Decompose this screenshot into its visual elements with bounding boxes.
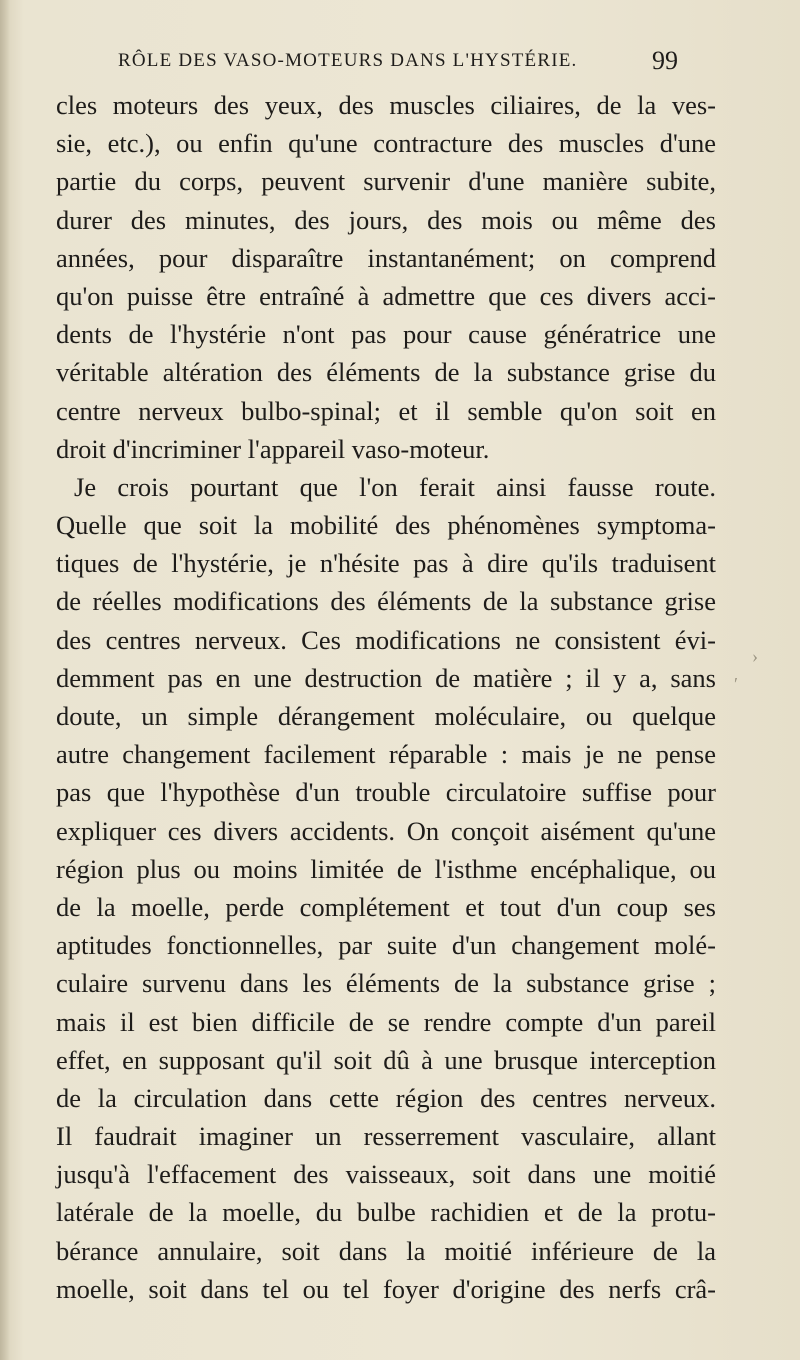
text-line: pas que l'hypothèse d'un trouble circulatoire suffise pour: [56, 777, 716, 808]
text-line: partie du corps, peuvent survenir d'une manière subite,: [56, 166, 716, 197]
margin-mark: ′: [734, 674, 738, 694]
text-line: centre nerveux bulbo-spinal; et il semble qu'on soit en: [56, 395, 716, 426]
margin-mark: ›: [752, 646, 758, 666]
text-line: des centres nerveux. Ces modifications ne consistent évi-: [56, 624, 716, 655]
text-line: région plus ou moins limitée de l'isthme encéphalique, ou: [56, 853, 716, 884]
text-line: expliquer ces divers accidents. On conçoit aisément qu'une: [56, 815, 716, 846]
text-line: cles moteurs des yeux, des muscles ciliaires, de la ves-: [56, 90, 716, 120]
text-line: latérale de la moelle, du bulbe rachidien et de la protu-: [56, 1197, 716, 1228]
text-line: dents de l'hystérie n'ont pas pour cause génératrice une: [56, 319, 716, 350]
text-line: culaire survenu dans les éléments de la substance grise ;: [56, 968, 716, 999]
text-line: mais il est bien difficile de se rendre compte d'un pareil: [56, 1006, 716, 1037]
text-line: de réelles modifications des éléments de la substance grise: [56, 586, 716, 617]
text-line: droit d'incriminer l'appareil vaso-moteur.: [56, 433, 490, 464]
page-gutter-shadow: [0, 0, 10, 1360]
text-line: moelle, soit dans tel ou tel foyer d'origine des nerfs crâ-: [56, 1273, 716, 1304]
page-header: [118, 46, 678, 80]
text-line: autre changement facilement réparable : mais je ne pense: [56, 739, 716, 770]
text-line: Quelle que soit la mobilité des phénomènes symptoma-: [56, 510, 716, 541]
text-line: doute, un simple dérangement moléculaire, ou quelque: [56, 701, 716, 731]
text-line: demment pas en une destruction de matière ; il y a, sans: [56, 662, 716, 693]
text-line: sie, etc.), ou enfin qu'une contracture des muscles d'une: [56, 128, 716, 159]
page-number: 99: [652, 46, 678, 75]
text-line: Je crois pourtant que l'on ferait ainsi fausse route.: [74, 471, 716, 502]
text-line: bérance annulaire, soit dans la moitié inférieure de la: [56, 1235, 716, 1266]
text-line: années, pour disparaître instantanément; on comprend: [56, 242, 716, 273]
text-line: qu'on puisse être entraîné à admettre que ces divers acci-: [56, 280, 716, 311]
text-line: véritable altération des éléments de la substance grise du: [56, 357, 716, 388]
text-line: effet, en supposant qu'il soit dû à une brusque interception: [56, 1044, 716, 1075]
text-line: durer des minutes, des jours, des mois ou même des: [56, 204, 716, 235]
body-text: [56, 86, 716, 1308]
text-line: de la moelle, perde complétement et tout d'un coup ses: [56, 891, 716, 922]
text-line: tiques de l'hystérie, je n'hésite pas à dire qu'ils traduisent: [56, 548, 716, 579]
text-line: aptitudes fonctionnelles, par suite d'un changement molé-: [56, 930, 716, 961]
running-head: RÔLE DES VASO-MOTEURS DANS L'HYSTÉRIE.: [118, 50, 578, 71]
text-line: jusqu'à l'effacement des vaisseaux, soit dans une moitié: [56, 1159, 716, 1190]
text-line: de la circulation dans cette région des centres nerveux.: [56, 1082, 716, 1113]
text-line: Il faudrait imaginer un resserrement vasculaire, allant: [56, 1121, 716, 1152]
